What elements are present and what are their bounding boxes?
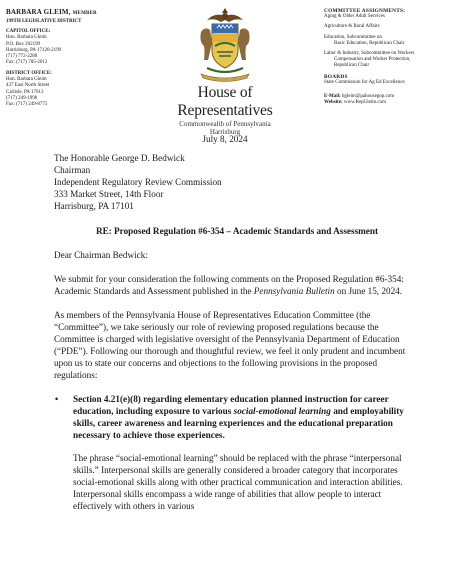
website-link[interactable]: www.RepGleim.com [343, 100, 387, 106]
bullet-text-a: Section 4.21(e)(8) regarding elementary education planned instruction for career education, including exposure to various [73, 394, 389, 416]
website-line [324, 100, 448, 106]
board-item: State Commission for Ag Ed Excellence [324, 79, 405, 85]
capitol-office-line: P.O. Box 202199 [6, 41, 41, 47]
district-office-heading: DISTRICT OFFICE: [6, 70, 52, 76]
district-office-address [6, 77, 136, 108]
bullet-italic-term: social-emotional learning [233, 406, 331, 416]
email-label: E-Mail: [324, 94, 341, 100]
letter-body [54, 152, 420, 512]
committee-line: Agriculture & Rural Affairs [324, 24, 380, 30]
district-office-line: (717) 249-1990 [6, 95, 38, 101]
district-office-line: Carlisle, PA 17013 [6, 89, 44, 95]
letterhead-center [150, 4, 300, 136]
committee-item [324, 51, 448, 70]
committee-line: Labor & Industry, Subcommittee on Workers [324, 51, 415, 57]
capitol-office-line: Harrisburg, PA 17120-2199 [6, 47, 62, 53]
committee-line: Aging & Older Adult Services [324, 14, 385, 20]
committee-line: Education, Subcommittee on [324, 34, 382, 40]
paragraph-1-text-b: on June 15, 2024. [334, 286, 403, 296]
paragraph-1 [54, 273, 420, 297]
paragraph-2: As members of the Pennsylvania House of Representatives Education Committee (the “Committee”), we take seriously our role of reviewing proposed regulations because the Committee is charged with legislative oversight of the Pennsylvania Department of Education (“PDE”). Following our thorough and thoughtful review, we feel it only prudent and incumbent upon us to state our concerns and objections to the following provisions in the proposed regulations: [54, 310, 406, 380]
email-address[interactable]: bgleim@pahousegop.com [341, 94, 395, 100]
district-office-line: Fax: (717) 249-8775 [6, 102, 48, 108]
house-title: House of Representatives [177, 84, 273, 119]
bullet-text-b: and employability skills, career awareness and learning experiences and the educational preparation necessary to achieve those experiences. [73, 406, 404, 440]
capitol-office-line: (717) 772-2280 [6, 54, 38, 60]
capitol-office-line: Hon. Barbara Gleim [6, 35, 47, 41]
bullet-symbol: • [55, 394, 59, 404]
member-name: BARBARA GLEIM, [6, 8, 71, 16]
member-title: MEMBER [72, 11, 97, 16]
committee-assignments-heading: COMMITTEE ASSIGNMENTS: [324, 8, 406, 14]
re-line: RE: Proposed Regulation #6-354 – Academic Standards and Assessment [95, 226, 379, 236]
address-line: 333 Market Street, 14th Floor [54, 189, 164, 199]
contact-info [324, 94, 448, 106]
salutation: Dear Chairman Bedwick: [54, 250, 148, 260]
letter-date: July 8, 2024 [202, 134, 248, 144]
commonwealth-label: Commonwealth of Pennsylvania [179, 120, 271, 128]
member-name-line [6, 8, 136, 18]
website-label: Website: [324, 100, 343, 106]
district-office-line: 437 East North Street [6, 83, 50, 89]
bullet-item [54, 393, 420, 441]
committee-line: Republican Chair [334, 63, 370, 69]
bullet-text [73, 394, 404, 440]
capitol-office-heading: CAPITOL OFFICE: [6, 29, 51, 34]
publication-name: Pennsylvania Bulletin [253, 286, 335, 296]
committee-line: Basic Education, Republican Chair [334, 40, 405, 46]
address-line: The Honorable George D. Bedwick [54, 153, 185, 163]
recipient-address [54, 152, 420, 212]
boards-heading: BOARDS [324, 73, 348, 80]
district-number: 199TH LEGISLATIVE DISTRICT [6, 19, 82, 24]
letterhead-left [6, 8, 136, 109]
capitol-office-address [6, 35, 136, 66]
pennsylvania-seal-icon [193, 4, 257, 84]
committee-item [324, 35, 448, 47]
paragraph-3: The phrase “social-emotional learning” should be replaced with the phrase “interpersonal skills.” Interpersonal skills are generally considered a broader category that incorporates social-emotional skills along with other practical communication and interaction abilities. Interpersonal skills encompass a wide range of abilities that allow people to interact effectively with others in various [73, 453, 403, 511]
capitol-office-line: Fax: (717) 705-2012 [6, 60, 48, 66]
committee-line: Compensation and Worker Protection, [334, 57, 411, 63]
city-label: Harrisburg [209, 128, 241, 136]
paragraph-1-text-a: We submit for your consideration the following comments on the Proposed Regulation #6-354: Academic Standards and Assessment published in the [54, 274, 404, 296]
address-line: Harrisburg, PA 17101 [54, 201, 134, 211]
district-office-line: Hon. Barbara Gleim [6, 77, 47, 83]
address-line: Independent Regulatory Review Commission [54, 177, 222, 187]
letterhead-right [324, 8, 448, 106]
address-line: Chairman [54, 165, 91, 175]
